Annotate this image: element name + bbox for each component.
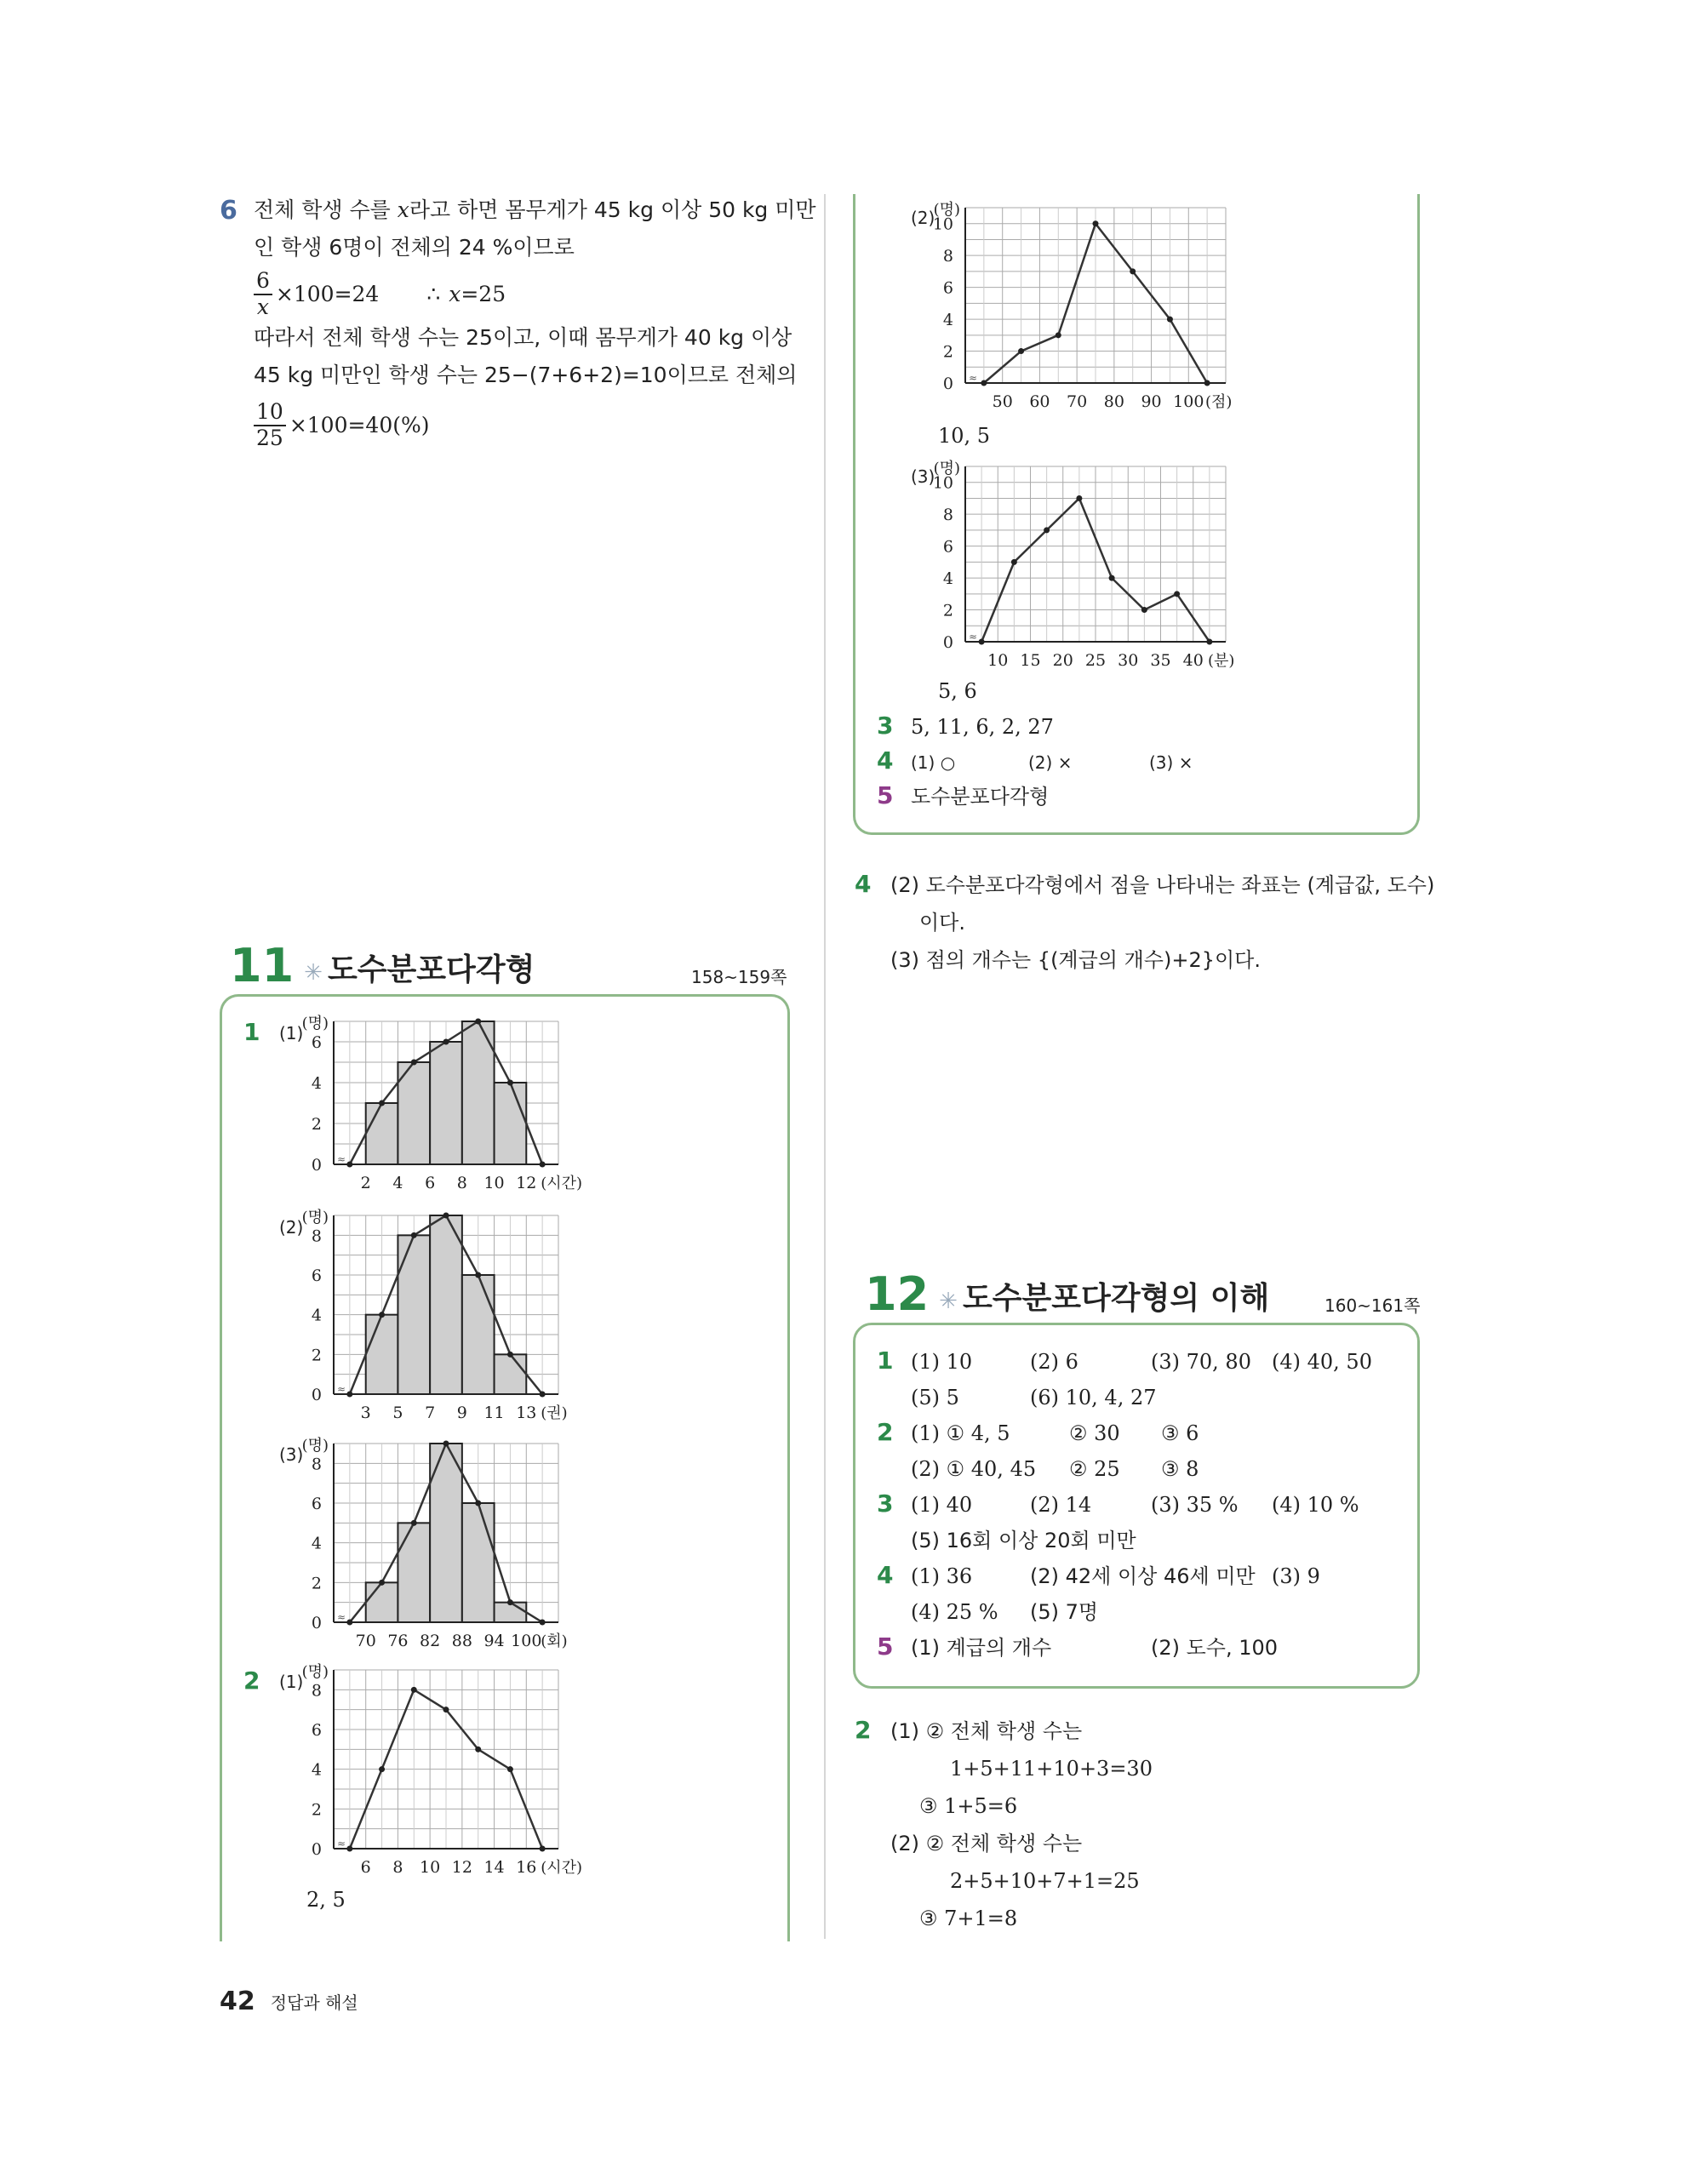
y-tick-label: 8 xyxy=(311,1681,322,1701)
x-axis-unit: (권) xyxy=(541,1404,568,1422)
page-footer xyxy=(220,1987,358,2016)
x-tick-label: 100 xyxy=(511,1632,542,1650)
question-number: 4 xyxy=(855,870,872,898)
y-tick-label: 0 xyxy=(311,1840,322,1859)
y-axis-label: (명) xyxy=(301,1209,329,1226)
y-tick-label: 2 xyxy=(311,1574,322,1593)
star-icon: ✳ xyxy=(939,1289,958,1314)
answer-text: ② 30 xyxy=(1069,1421,1120,1445)
question-number: 3 xyxy=(877,1489,894,1518)
answer-text: (2) 6 xyxy=(1030,1350,1078,1374)
q6-line-1: 전체 학생 수를 x라고 하면 몸무게가 45 kg 이상 50 kg 미만 xyxy=(254,197,816,222)
x-tick-label: 94 xyxy=(483,1632,505,1650)
x-tick-label: 82 xyxy=(420,1632,441,1650)
section-number: 12 xyxy=(865,1267,930,1321)
x-tick-label: 8 xyxy=(456,1174,467,1192)
y-tick-label: 4 xyxy=(311,1534,322,1553)
answer-text: (2) ① 40, 45 xyxy=(911,1457,1037,1481)
answer-text: 5, 6 xyxy=(938,679,977,703)
answer-text: (4) 25 % xyxy=(911,1600,998,1624)
x-tick-label: 70 xyxy=(355,1632,376,1650)
question-number: 1 xyxy=(877,1346,894,1375)
section-pages: 158~159쪽 xyxy=(691,967,787,987)
x-tick-label: 2 xyxy=(360,1174,371,1192)
y-tick-label: 4 xyxy=(942,311,953,330)
y-axis-label: (명) xyxy=(301,1663,329,1681)
x-tick-label: 35 xyxy=(1150,651,1171,670)
section-number: 11 xyxy=(230,939,295,992)
x-axis-unit: (시간) xyxy=(541,1859,583,1877)
answer-text: (5) 16회 이상 20회 미만 xyxy=(911,1529,1136,1552)
q6-line-3: 따라서 전체 학생 수는 25이고, 이때 몸무게가 40 kg 이상 xyxy=(254,325,792,350)
x-tick-label: 90 xyxy=(1141,392,1162,411)
question-number: 2 xyxy=(243,1667,260,1695)
answer-text: (1) ○ xyxy=(911,752,956,773)
question-number: 5 xyxy=(877,781,894,809)
explanation-line: ③ 1+5=6 xyxy=(919,1794,1018,1818)
answer-text: (2) × xyxy=(1028,752,1073,773)
y-tick-label: 2 xyxy=(311,1115,322,1134)
part-label: (1) xyxy=(279,1023,304,1043)
question-number: 4 xyxy=(877,1561,894,1589)
x-tick-label: 11 xyxy=(483,1404,505,1422)
polygon-point xyxy=(1206,639,1212,645)
axis-break-symbol: ≈ xyxy=(337,1153,346,1165)
answer-text: (4) 40, 50 xyxy=(1272,1350,1372,1374)
y-axis-label: (명) xyxy=(301,1015,329,1032)
answer-text: (1) 10 xyxy=(911,1350,973,1374)
answer-text: (1) ① 4, 5 xyxy=(911,1421,1010,1445)
explanation-line: 이다. xyxy=(919,911,965,935)
y-tick-label: 8 xyxy=(311,1226,322,1246)
x-tick-label: 4 xyxy=(392,1174,403,1192)
x-tick-label: 50 xyxy=(992,392,1013,411)
y-tick-label: 4 xyxy=(311,1074,322,1093)
answer-text: ③ 8 xyxy=(1161,1457,1199,1481)
y-tick-label: 10 xyxy=(932,473,953,493)
x-tick-label: 30 xyxy=(1118,651,1139,670)
y-tick-label: 8 xyxy=(942,506,953,525)
x-tick-label: 12 xyxy=(516,1174,537,1192)
polygon-point xyxy=(1141,607,1147,613)
y-tick-label: 0 xyxy=(311,1156,322,1175)
y-tick-label: 10 xyxy=(932,214,953,234)
y-tick-label: 0 xyxy=(942,633,953,652)
x-axis-unit: (점) xyxy=(1204,393,1233,411)
y-axis-label: (명) xyxy=(933,201,960,219)
q6-formula-1: $\frac{6}{x}$ ×100=24 ∴ x =25 xyxy=(254,269,506,320)
explanation-line: 2+5+10+7+1=25 xyxy=(950,1869,1140,1893)
answer-text: (5) 5 xyxy=(911,1386,959,1409)
answer-text: 도수분포다각형 xyxy=(911,785,1050,809)
y-tick-label: 0 xyxy=(942,374,953,393)
part-label: (3) xyxy=(279,1444,304,1465)
answer-text: 2, 5 xyxy=(306,1888,346,1912)
x-tick-label: 60 xyxy=(1029,392,1050,411)
y-tick-label: 8 xyxy=(311,1455,322,1474)
answer-text: (1) 계급의 개수 xyxy=(911,1636,1052,1660)
y-axis-label: (명) xyxy=(301,1437,329,1455)
x-tick-label: 6 xyxy=(425,1174,436,1192)
x-tick-label: 14 xyxy=(483,1858,505,1877)
section-title: 도수분포다각형 xyxy=(327,952,535,987)
y-tick-label: 2 xyxy=(942,342,953,362)
axis-break-symbol: ≈ xyxy=(969,372,978,384)
answer-text: ③ 6 xyxy=(1161,1421,1199,1445)
x-tick-label: 3 xyxy=(360,1404,371,1422)
question-number: 3 xyxy=(877,712,894,740)
y-tick-label: 6 xyxy=(942,278,953,298)
section-title: 도수분포다각형의 이해 xyxy=(962,1281,1270,1316)
y-tick-label: 2 xyxy=(942,601,953,620)
answer-text: ② 25 xyxy=(1069,1457,1120,1481)
part-label: (2) xyxy=(911,208,935,228)
x-tick-label: 70 xyxy=(1067,392,1088,411)
question-number: 6 xyxy=(220,196,237,226)
x-tick-label: 88 xyxy=(451,1632,472,1650)
y-tick-label: 6 xyxy=(311,1266,322,1285)
section-pages: 160~161쪽 xyxy=(1324,1295,1421,1316)
y-tick-label: 8 xyxy=(942,247,953,266)
x-axis-unit: (분) xyxy=(1207,652,1235,670)
axis-break-symbol: ≈ xyxy=(337,1611,346,1623)
answer-text: (5) 7명 xyxy=(1030,1600,1099,1624)
answer-text: (3) 70, 80 xyxy=(1151,1350,1251,1374)
answer-text: (3) × xyxy=(1149,752,1193,773)
y-tick-label: 6 xyxy=(311,1033,322,1052)
footer-label: 정답과 해설 xyxy=(270,1992,358,2013)
section-12-header xyxy=(865,1267,1270,1321)
polygon-point xyxy=(1011,559,1017,565)
x-tick-label: 76 xyxy=(387,1632,409,1650)
y-tick-label: 4 xyxy=(311,1306,322,1325)
answer-text: (3) 9 xyxy=(1272,1564,1320,1588)
x-tick-label: 40 xyxy=(1182,651,1204,670)
polygon-point xyxy=(1044,527,1050,533)
answer-text: 10, 5 xyxy=(938,424,991,448)
explanation-line: 1+5+11+10+3=30 xyxy=(950,1757,1153,1781)
question-number: 4 xyxy=(877,746,894,775)
x-tick-label: 16 xyxy=(516,1858,537,1877)
question-number: 2 xyxy=(877,1418,894,1446)
answer-text: 5, 11, 6, 2, 27 xyxy=(911,715,1054,739)
x-tick-label: 5 xyxy=(392,1404,403,1422)
x-tick-label: 6 xyxy=(360,1858,371,1877)
x-tick-label: 7 xyxy=(425,1404,436,1422)
polygon-point xyxy=(1109,575,1115,581)
x-tick-label: 100 xyxy=(1173,392,1204,411)
answer-text: (2) 42세 이상 46세 미만 xyxy=(1030,1564,1256,1588)
page-number: 42 xyxy=(220,1987,255,2016)
polygon-point xyxy=(1174,591,1180,597)
q6-formula-2: $\frac{10}{25}$ ×100=40(%) xyxy=(254,400,430,451)
x-tick-label: 8 xyxy=(392,1858,403,1877)
axis-break-symbol: ≈ xyxy=(337,1838,346,1850)
part-label: (2) xyxy=(279,1217,304,1238)
x-tick-label: 20 xyxy=(1052,651,1073,670)
axis-break-symbol: ≈ xyxy=(969,631,978,643)
explanation-line: ③ 7+1=8 xyxy=(919,1907,1018,1930)
explanation-line: (3) 점의 개수는 {(계급의 개수)+2}이다. xyxy=(890,948,1261,972)
y-axis-label: (명) xyxy=(933,460,960,477)
y-tick-label: 0 xyxy=(311,1386,322,1404)
polygon-point xyxy=(1076,495,1082,501)
y-tick-label: 4 xyxy=(311,1760,322,1780)
y-tick-label: 2 xyxy=(311,1800,322,1820)
y-tick-label: 6 xyxy=(311,1721,322,1740)
part-label: (1) xyxy=(279,1672,304,1692)
axis-break-symbol: ≈ xyxy=(337,1383,346,1395)
explanation-line: (2) 도수분포다각형에서 점을 나타내는 좌표는 (계급값, 도수) xyxy=(890,873,1435,897)
x-axis-unit: (회) xyxy=(541,1632,568,1650)
answer-text: (4) 10 % xyxy=(1272,1493,1359,1517)
answer-text: (1) 40 xyxy=(911,1493,973,1517)
answer-text: (1) 36 xyxy=(911,1564,973,1588)
question-number: 5 xyxy=(877,1632,894,1661)
x-tick-label: 12 xyxy=(451,1858,472,1877)
question-number: 2 xyxy=(855,1716,872,1744)
y-tick-label: 0 xyxy=(311,1614,322,1632)
x-tick-label: 13 xyxy=(516,1404,537,1422)
x-tick-label: 10 xyxy=(483,1174,505,1192)
polygon-point xyxy=(979,639,985,645)
answer-text: (3) 35 % xyxy=(1151,1493,1239,1517)
y-tick-label: 6 xyxy=(311,1495,322,1513)
x-tick-label: 15 xyxy=(1020,651,1041,670)
explanation-line: (1) ② 전체 학생 수는 xyxy=(890,1719,1083,1743)
answer-text: (2) 도수, 100 xyxy=(1151,1636,1279,1660)
x-tick-label: 10 xyxy=(420,1858,441,1877)
x-tick-label: 25 xyxy=(1084,651,1107,670)
q6-line-2: 인 학생 6명이 전체의 24 %이므로 xyxy=(254,235,575,260)
part-label: (3) xyxy=(911,466,935,487)
star-icon: ✳ xyxy=(304,960,323,986)
explanation-line: (2) ② 전체 학생 수는 xyxy=(890,1832,1083,1855)
x-tick-label: 9 xyxy=(456,1404,467,1422)
x-tick-label: 80 xyxy=(1103,392,1124,411)
answer-text: (6) 10, 4, 27 xyxy=(1030,1386,1157,1409)
q6-line-4: 45 kg 미만인 학생 수는 25−(7+6+2)=10이므로 전체의 xyxy=(254,363,798,387)
y-tick-label: 2 xyxy=(311,1346,322,1365)
x-axis-unit: (시간) xyxy=(541,1175,583,1192)
y-tick-label: 4 xyxy=(942,569,953,589)
x-tick-label: 10 xyxy=(987,651,1009,670)
y-tick-label: 6 xyxy=(942,537,953,557)
answer-text: (2) 14 xyxy=(1030,1493,1092,1517)
question-number: 1 xyxy=(243,1018,260,1046)
